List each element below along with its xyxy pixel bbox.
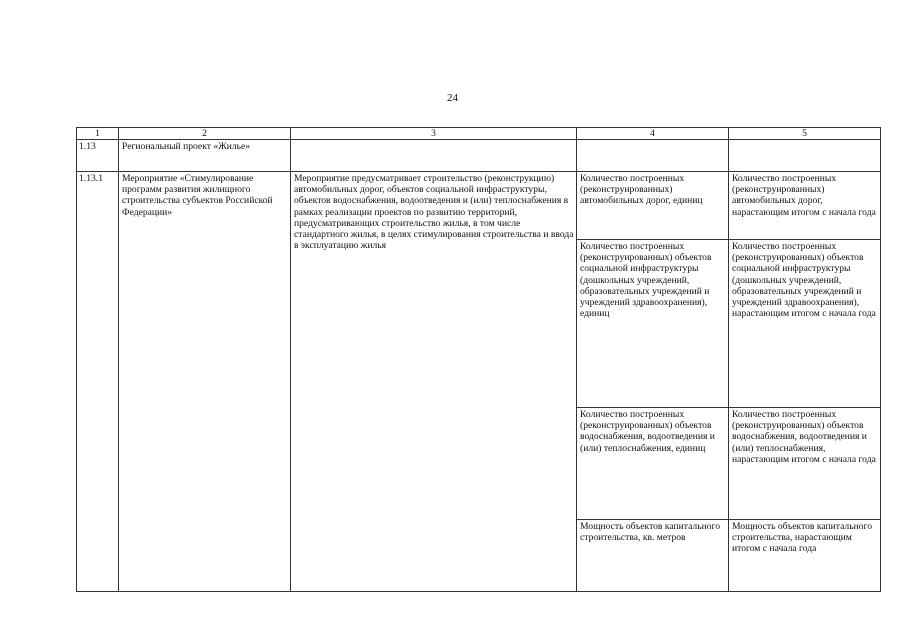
page-number: 24 [447,92,458,104]
empty-cell [729,140,881,172]
indicator-cell: Количество построенных (реконструированных) объектов социальной инфраструктуры (дошкольных учреждений, образовательных учреждений и учреждений здравоохранения), единиц [577,240,729,408]
header-cell-1: 1 [77,128,119,140]
row-name: Мероприятие «Стимулирование программ развития жилищного строительства субъектов Российской Федерации» [119,172,291,592]
header-cell-2: 2 [119,128,291,140]
row-number: 1.13 [77,140,119,172]
empty-cell [577,140,729,172]
table-row [77,172,881,240]
indicator-cumulative-cell: Количество построенных (реконструированных) объектов водоснабжения, водоотведения и (или) теплоснабжения, нарастающим итогом с начала года [729,408,881,520]
row-number: 1.13.1 [77,172,119,592]
indicator-cell: Количество построенных (реконструированных) автомобильных дорог, единиц [577,172,729,240]
row-description [291,140,577,172]
indicator-cumulative-cell: Количество построенных (реконструированных) объектов социальной инфраструктуры (дошкольных учреждений, образовательных учреждений и учреждений здравоохранения), нарастающим итогом с начала года [729,240,881,408]
table-row [77,140,881,172]
indicator-cell: Количество построенных (реконструированных) объектов водоснабжения, водоотведения и (или) теплоснабжения, единиц [577,408,729,520]
table-header-row [77,128,881,140]
row-description: Мероприятие предусматривает строительство (реконструкцию) автомобильных дорог, объектов социальной инфраструктуры, объектов водоснабжения, водоотведения и (или) теплоснабжения в рамках реализации проектов по развитию территорий, предусматривающих строительство жилья, в том числе стандартного жилья, в целях стимулирования строительства и ввода в эксплуатацию жилья [291,172,577,592]
row-name: Региональный проект «Жилье» [119,140,291,172]
measures-table [76,127,881,592]
indicator-cell: Мощность объектов капитального строительства, кв. метров [577,520,729,592]
header-cell-3: 3 [291,128,577,140]
indicator-cumulative-cell: Мощность объектов капитального строительства, нарастающим итогом с начала года [729,520,881,592]
header-cell-4: 4 [577,128,729,140]
indicator-cumulative-cell: Количество построенных (реконструированных) автомобильных дорог, нарастающим итогом с начала года [729,172,881,240]
header-cell-5: 5 [729,128,881,140]
